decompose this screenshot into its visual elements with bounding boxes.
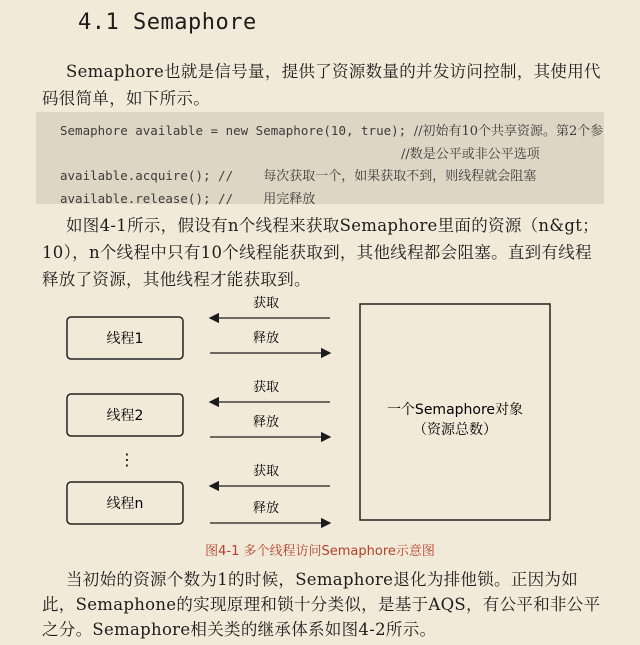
- release-label: 释放: [252, 415, 280, 430]
- thread-label-n: 线程n: [106, 496, 144, 512]
- code-comment: 每次获取一个，如果获取不到，则线程就会阻塞: [263, 169, 537, 184]
- release-label: 释放: [252, 501, 280, 516]
- code-block: [36, 112, 604, 207]
- acquire-label: 获取: [252, 464, 280, 479]
- release-label: 释放: [252, 331, 280, 346]
- semaphore-diagram: [0, 290, 640, 540]
- code-comment: //初始有10个共享资源。第2个参: [413, 124, 604, 139]
- thread-label-1: 线程1: [106, 331, 144, 347]
- code-text: available.acquire(); //: [60, 168, 234, 183]
- intro-paragraph: Semaphore也就是信号量，提供了资源数量的并发访问控制，其使用代码很简单，如下所示。: [42, 62, 601, 108]
- thread-label-2: 线程2: [106, 408, 144, 424]
- code-line-1: [60, 120, 603, 139]
- code-comment: 用完释放: [263, 192, 316, 207]
- code-text: Semaphore available = new Semaphore(10, true);: [60, 123, 407, 138]
- explanation-paragraph: 如图4-1所示，假设有n个线程来获取Semaphore里面的资源（n&gt；10），n个线程中只有10个线程能获取到，其他线程都会阻塞。直到有线程释放了资源，其他线程才能获取到。: [42, 216, 599, 289]
- code-line-3: [60, 165, 536, 184]
- acquire-label: 获取: [252, 380, 280, 395]
- closing-paragraph: 当初始的资源个数为1的时候，Semaphore退化为排他锁。正因为如此，Semaphone的实现原理和锁十分类似，是基于AQS，有公平和非公平之分。Semaphore相关类的继承体系如图4-2所示。: [42, 570, 601, 639]
- ellipsis: ⋮: [119, 450, 135, 469]
- section-heading: 4.1 Semaphore: [78, 10, 257, 35]
- figure-caption: 图4-1 多个线程访问Semaphore示意图: [205, 544, 435, 559]
- semaphore-sublabel: （资源总数）: [413, 422, 497, 438]
- semaphore-label: 一个Semaphore对象: [386, 402, 524, 418]
- code-line-4: [60, 188, 315, 207]
- code-line-2: [401, 143, 540, 162]
- code-text: available.release(); //: [60, 191, 234, 206]
- acquire-label: 获取: [252, 296, 280, 311]
- code-comment: //数是公平或非公平选项: [401, 147, 540, 162]
